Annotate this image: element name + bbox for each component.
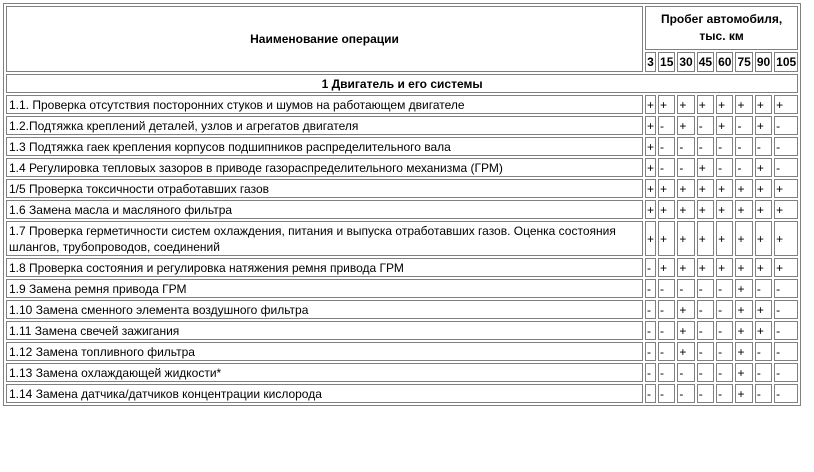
operation-name: 1.2.Подтяжка креплений деталей, узлов и агрегатов двигателя bbox=[6, 116, 643, 135]
mileage-mark: + bbox=[697, 158, 714, 177]
mileage-mark: - bbox=[697, 321, 714, 340]
mileage-mark: - bbox=[658, 384, 675, 403]
mileage-mark: + bbox=[735, 279, 752, 298]
mileage-mark: + bbox=[755, 321, 772, 340]
mileage-mark: + bbox=[697, 200, 714, 219]
mileage-mark: - bbox=[677, 279, 694, 298]
table-row bbox=[6, 321, 798, 340]
mileage-mark: + bbox=[677, 200, 694, 219]
mileage-mark: - bbox=[735, 116, 752, 135]
mileage-mark: + bbox=[677, 342, 694, 361]
mileage-mark: - bbox=[658, 116, 675, 135]
mileage-mark: - bbox=[716, 279, 733, 298]
mileage-mark: - bbox=[735, 158, 752, 177]
mileage-mark: + bbox=[735, 179, 752, 198]
mileage-mark: - bbox=[774, 384, 798, 403]
mileage-mark: + bbox=[755, 200, 772, 219]
mileage-mark: - bbox=[774, 300, 798, 319]
mileage-mark: + bbox=[697, 258, 714, 277]
km-header: 45 bbox=[697, 52, 714, 72]
mileage-mark: + bbox=[774, 221, 798, 256]
operation-name: 1/5 Проверка токсичности отработавших газов bbox=[6, 179, 643, 198]
mileage-mark: + bbox=[645, 200, 656, 219]
mileage-mark: + bbox=[716, 221, 733, 256]
mileage-mark: + bbox=[658, 179, 675, 198]
mileage-mark: + bbox=[677, 95, 694, 114]
km-header: 3 bbox=[645, 52, 656, 72]
table-row bbox=[6, 95, 798, 114]
operation-name: 1.4 Регулировка тепловых зазоров в приводе газораспределительного механизма (ГРМ) bbox=[6, 158, 643, 177]
section-row bbox=[6, 74, 798, 93]
mileage-mark: - bbox=[658, 279, 675, 298]
mileage-mark: + bbox=[697, 179, 714, 198]
mileage-mark: - bbox=[774, 158, 798, 177]
mileage-mark: + bbox=[658, 258, 675, 277]
mileage-mark: - bbox=[658, 342, 675, 361]
mileage-mark: + bbox=[645, 116, 656, 135]
operation-name: 1.10 Замена сменного элемента воздушного фильтра bbox=[6, 300, 643, 319]
mileage-mark: + bbox=[735, 221, 752, 256]
mileage-mark: + bbox=[755, 300, 772, 319]
mileage-mark: - bbox=[645, 363, 656, 382]
table-row bbox=[6, 116, 798, 135]
mileage-mark: - bbox=[677, 363, 694, 382]
mileage-mark: - bbox=[645, 321, 656, 340]
mileage-mark: - bbox=[677, 158, 694, 177]
mileage-mark: + bbox=[735, 384, 752, 403]
mileage-mark: + bbox=[755, 95, 772, 114]
mileage-mark: + bbox=[735, 200, 752, 219]
maintenance-table bbox=[3, 3, 801, 406]
mileage-mark: - bbox=[658, 363, 675, 382]
operation-name: 1.9 Замена ремня привода ГРМ bbox=[6, 279, 643, 298]
mileage-mark: + bbox=[677, 258, 694, 277]
mileage-mark: + bbox=[755, 221, 772, 256]
mileage-mark: - bbox=[645, 258, 656, 277]
km-header: 105 bbox=[774, 52, 798, 72]
mileage-mark: + bbox=[774, 258, 798, 277]
mileage-mark: + bbox=[645, 158, 656, 177]
table-row bbox=[6, 200, 798, 219]
operation-name: 1.7 Проверка герметичности систем охлаждения, питания и выпуска отработавших газов. Оценка состояния шлангов, трубопроводов, соединений bbox=[6, 221, 643, 256]
table-row bbox=[6, 158, 798, 177]
operation-name: 1.1. Проверка отсутствия посторонних стуков и шумов на работающем двигателе bbox=[6, 95, 643, 114]
mileage-mark: - bbox=[755, 384, 772, 403]
mileage-mark: + bbox=[716, 179, 733, 198]
mileage-mark: + bbox=[645, 137, 656, 156]
operation-name: 1.8 Проверка состояния и регулировка натяжения ремня привода ГРМ bbox=[6, 258, 643, 277]
mileage-mark: + bbox=[735, 342, 752, 361]
mileage-mark: - bbox=[774, 279, 798, 298]
mileage-mark: - bbox=[645, 384, 656, 403]
mileage-mark: + bbox=[716, 258, 733, 277]
mileage-mark: + bbox=[735, 95, 752, 114]
mileage-mark: + bbox=[774, 200, 798, 219]
table-row bbox=[6, 300, 798, 319]
mileage-mark: - bbox=[697, 342, 714, 361]
mileage-mark: + bbox=[735, 363, 752, 382]
mileage-mark: + bbox=[755, 116, 772, 135]
km-header: 30 bbox=[677, 52, 694, 72]
mileage-mark: - bbox=[658, 321, 675, 340]
mileage-mark: - bbox=[677, 384, 694, 403]
mileage-mark: - bbox=[697, 279, 714, 298]
mileage-mark: - bbox=[697, 137, 714, 156]
mileage-mark: - bbox=[697, 363, 714, 382]
mileage-mark: - bbox=[645, 279, 656, 298]
table-body bbox=[6, 6, 798, 403]
operation-name: 1.12 Замена топливного фильтра bbox=[6, 342, 643, 361]
mileage-mark: + bbox=[677, 221, 694, 256]
mileage-mark: - bbox=[658, 300, 675, 319]
mileage-mark: + bbox=[658, 200, 675, 219]
mileage-mark: + bbox=[677, 300, 694, 319]
mileage-mark: - bbox=[697, 116, 714, 135]
mileage-mark: + bbox=[697, 95, 714, 114]
mileage-mark: - bbox=[645, 300, 656, 319]
table-row bbox=[6, 137, 798, 156]
mileage-mark: + bbox=[755, 158, 772, 177]
mileage-mark: - bbox=[755, 342, 772, 361]
mileage-mark: + bbox=[774, 95, 798, 114]
mileage-mark: + bbox=[735, 258, 752, 277]
table-row bbox=[6, 221, 798, 256]
mileage-mark: + bbox=[735, 321, 752, 340]
mileage-mark: + bbox=[677, 179, 694, 198]
table-row bbox=[6, 179, 798, 198]
mileage-mark: - bbox=[658, 158, 675, 177]
mileage-mark: + bbox=[716, 200, 733, 219]
table-row bbox=[6, 258, 798, 277]
mileage-mark: - bbox=[658, 137, 675, 156]
header-row-top bbox=[6, 6, 798, 50]
mileage-mark: - bbox=[735, 137, 752, 156]
mileage-group-header: Пробег автомобиля, тыс. км bbox=[645, 6, 798, 50]
mileage-mark: - bbox=[677, 137, 694, 156]
mileage-mark: + bbox=[697, 221, 714, 256]
mileage-mark: - bbox=[774, 342, 798, 361]
mileage-mark: + bbox=[716, 116, 733, 135]
mileage-mark: + bbox=[677, 321, 694, 340]
mileage-mark: + bbox=[645, 221, 656, 256]
mileage-mark: - bbox=[774, 321, 798, 340]
mileage-mark: + bbox=[735, 300, 752, 319]
mileage-mark: + bbox=[755, 258, 772, 277]
mileage-mark: + bbox=[645, 95, 656, 114]
km-header: 75 bbox=[735, 52, 752, 72]
mileage-mark: - bbox=[716, 158, 733, 177]
mileage-mark: - bbox=[774, 116, 798, 135]
mileage-mark: + bbox=[755, 179, 772, 198]
operation-name: 1.3 Подтяжка гаек крепления корпусов подшипников распределительного вала bbox=[6, 137, 643, 156]
table-row bbox=[6, 363, 798, 382]
mileage-mark: - bbox=[716, 363, 733, 382]
mileage-mark: - bbox=[716, 384, 733, 403]
mileage-mark: - bbox=[755, 363, 772, 382]
section-title: 1 Двигатель и его системы bbox=[6, 74, 798, 93]
mileage-mark: - bbox=[774, 137, 798, 156]
mileage-mark: + bbox=[677, 116, 694, 135]
km-header: 90 bbox=[755, 52, 772, 72]
operation-name: 1.11 Замена свечей зажигания bbox=[6, 321, 643, 340]
table-row bbox=[6, 279, 798, 298]
km-header: 15 bbox=[658, 52, 675, 72]
mileage-mark: + bbox=[658, 221, 675, 256]
mileage-mark: - bbox=[716, 342, 733, 361]
table-row bbox=[6, 342, 798, 361]
mileage-mark: - bbox=[755, 279, 772, 298]
mileage-mark: - bbox=[755, 137, 772, 156]
mileage-mark: + bbox=[774, 179, 798, 198]
mileage-mark: - bbox=[697, 384, 714, 403]
mileage-mark: + bbox=[716, 95, 733, 114]
mileage-mark: - bbox=[716, 137, 733, 156]
table-row bbox=[6, 384, 798, 403]
km-header: 60 bbox=[716, 52, 733, 72]
mileage-mark: - bbox=[645, 342, 656, 361]
mileage-mark: - bbox=[774, 363, 798, 382]
mileage-mark: - bbox=[716, 300, 733, 319]
operation-name: 1.6 Замена масла и масляного фильтра bbox=[6, 200, 643, 219]
operation-name-header: Наименование операции bbox=[6, 6, 643, 72]
operation-name: 1.13 Замена охлаждающей жидкости* bbox=[6, 363, 643, 382]
mileage-mark: - bbox=[697, 300, 714, 319]
mileage-mark: + bbox=[658, 95, 675, 114]
operation-name: 1.14 Замена датчика/датчиков концентрации кислорода bbox=[6, 384, 643, 403]
mileage-mark: - bbox=[716, 321, 733, 340]
mileage-mark: + bbox=[645, 179, 656, 198]
